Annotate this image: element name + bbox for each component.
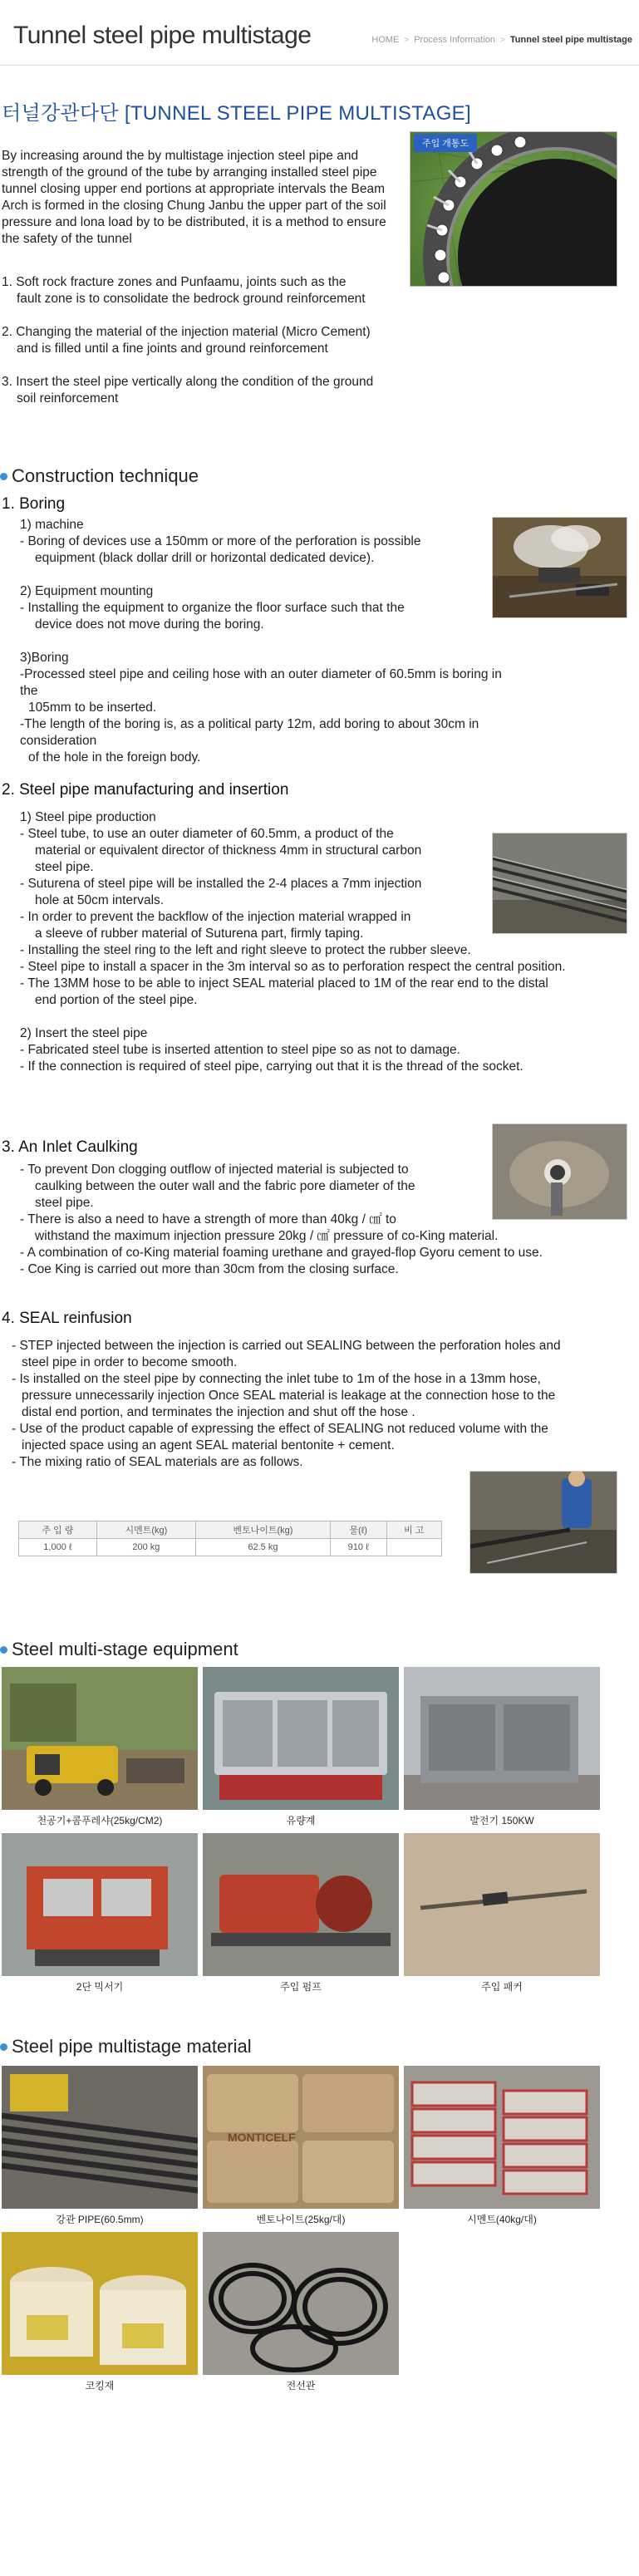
table-header-cell: 비 고 <box>386 1522 441 1539</box>
equipment-card <box>203 1667 399 1827</box>
material-caption: 코킹재 <box>85 2380 115 2392</box>
material-caption: 강관 PIPE(60.5mm) <box>56 2214 144 2225</box>
bullet-dot-icon <box>0 1646 7 1654</box>
injection-packer-image <box>404 1833 600 1976</box>
table-row <box>19 1539 442 1556</box>
drill-compressor-image <box>2 1667 198 1810</box>
bullet-dot-icon <box>0 473 7 480</box>
chevron-right-icon: > <box>404 35 410 45</box>
section-title-kr: 터널강관다단 [TUNNEL STEEL PIPE MULTISTAGE] <box>2 102 471 125</box>
equipment-card <box>404 1667 600 1827</box>
bentonite-bags-image <box>203 2066 399 2209</box>
table-header-row <box>19 1522 442 1539</box>
equipment-caption: 2단 믹서기 <box>76 1981 124 1993</box>
table-cell: 910 ℓ <box>330 1539 386 1556</box>
seal-mix-table <box>18 1521 442 1556</box>
table-cell: 200 kg <box>96 1539 195 1556</box>
caulking-material-image <box>2 2232 198 2375</box>
pipe-outlet-image <box>493 1124 627 1220</box>
equipment-caption: 천공기+콤푸레샤(25kg/CM2) <box>37 1815 163 1826</box>
steel-pipes-image <box>493 833 627 934</box>
material-card <box>203 2066 399 2226</box>
chevron-right-icon: > <box>500 35 505 45</box>
equipment-heading: Steel multi-stage equipment <box>0 1639 238 1660</box>
equipment-card <box>2 1667 198 1827</box>
tunnel-cross-section-illustration <box>410 132 617 287</box>
breadcrumb-home[interactable]: HOME <box>371 35 400 45</box>
steel-pipe-image <box>2 2066 198 2209</box>
equipment-card <box>203 1833 399 1993</box>
header-divider <box>0 65 639 66</box>
table-header-cell: 물(ℓ) <box>330 1522 386 1539</box>
seal-title: 4. SEAL reinfusion <box>2 1310 132 1327</box>
material-card <box>404 2066 600 2226</box>
table-cell <box>386 1539 441 1556</box>
table-header-cell: 벤토나이트(kg) <box>196 1522 331 1539</box>
breadcrumb <box>371 35 632 45</box>
intro-paragraph: By increasing around the by multistage injection steel pipe and strength of the ground of the tube by arranging installed steel pipe tunnel closing upper end portions at appropriate intervals the Beam Arch is formed in the closing Chung Janbu the upper part of the soil pressure and lona load by to be distributed, it is a method to ensure the safety of the tunnel <box>2 149 386 246</box>
manufacturing-text: 1) Steel pipe production - Steel tube, to use an outer diameter of 60.5mm, a product of the material or equivalent director of thickness 4mm in structural carbon steel pipe. - Suturena of steel pipe will be installed the 2-4 places a 7mm injection hole at 50cm intervals. - In order to prevent the backflow of the injection material wrapped in a sleeve of rubber material of Suturena part, firmly taping. - Installing the steel ring to the left and right sleeve to protect the rubber sleeve. - Steel pipe to install a spacer in the 3m interval so as to perforation respect the central position. - The 13MM hose to be able to inject SEAL material placed to 1M of the rear end to the distal end portion of the steel pipe. 2) Insert the steel pipe - Fabricated steel tube is inserted attention to steel pipe so as not to damage. - If the connection is required of steel pipe, carrying out that it is the thread of the socket. <box>20 810 566 1074</box>
seal-injection-worker-image <box>470 1472 617 1574</box>
injection-pump-image <box>203 1833 399 1976</box>
intro-list-item: 3. Insert the steel pipe vertically along the condition of the ground soil reinforcement <box>2 375 374 406</box>
intro-list-item: 2. Changing the material of the injection material (Micro Cement) and is filled until a fine joints and ground reinforcement <box>2 325 371 356</box>
manufacturing-title: 2. Steel pipe manufacturing and insertion <box>2 781 289 799</box>
table-header-cell: 주 입 량 <box>19 1522 97 1539</box>
material-caption: 시멘트(40kg/대) <box>467 2214 537 2225</box>
equipment-caption: 주입 패커 <box>481 1981 523 1993</box>
mixer-image <box>2 1833 198 1976</box>
cement-bags-image <box>404 2066 600 2209</box>
equipment-caption: 주입 펌프 <box>280 1981 322 1993</box>
seal-photo <box>469 1471 617 1574</box>
page-title: Tunnel steel pipe multistage <box>13 22 312 49</box>
intro-list-item: 1. Soft rock fracture zones and Punfaamu, joints such as the fault zone is to consolidate the bedrock ground reinforcement <box>2 275 366 306</box>
bag-label: MONTICELF <box>228 2131 296 2144</box>
construction-heading: Construction technique <box>0 465 199 487</box>
intro-list <box>2 274 434 424</box>
breadcrumb-current: Tunnel steel pipe multistage <box>509 35 632 45</box>
material-caption: 전선관 <box>286 2380 316 2392</box>
caulking-text: - To prevent Don clogging outflow of injected material is subjected to caulking between the outer wall and the fabric pore diameter of the steel pipe. - There is also a need to have a strength of more than 40kg / ㎠ to withstand the maximum injection pressure 20kg / ㎠ pressure of co-King material. - A combination of co-King material foaming urethane and grayed-flop Gyoru cement to use. - Coe King is carried out more than 30cm from the closing surface. <box>20 1163 543 1276</box>
equipment-card <box>2 1833 198 1993</box>
tunnel-injection-figure <box>410 131 617 287</box>
pipe-production-photo <box>492 833 627 934</box>
breadcrumb-process-info[interactable]: Process Information <box>414 35 496 45</box>
equipment-caption: 발전기 150KW <box>469 1815 534 1826</box>
caulking-title: 3. An Inlet Caulking <box>2 1138 138 1156</box>
flow-meter-image <box>203 1667 399 1810</box>
boring-photo <box>492 517 627 618</box>
generator-image <box>404 1667 600 1810</box>
material-heading: Steel pipe multistage material <box>0 2036 252 2057</box>
bullet-dot-icon <box>0 2043 7 2051</box>
material-card <box>2 2232 198 2392</box>
equipment-card <box>404 1833 600 1993</box>
page-header <box>0 0 639 66</box>
drill-rig-image <box>493 518 627 618</box>
seal-text: - STEP injected between the injection is carried out SEALING between the perforation holes and steel pipe in order to become smooth. - Is installed on the steel pipe by connecting the inlet tube to 1m of the hose in a 13mm hose, pressure unnecessarily injection Once SEAL material is leakage at the connection hose to the distal end portion, and terminates the injection and shut off the hose . - Use of the product capable of expressing the effect of SEALING not reduced volume with the injected space using an agent SEAL material bentonite + cement. - The mixing ratio of SEAL materials are as follows. <box>12 1339 561 1469</box>
boring-title: 1. Boring <box>2 495 66 513</box>
boring-text: 1) machine - Boring of devices use a 150mm or more of the perforation is possible equipment (black dollar drill or horizontal dedicated device). 2) Equipment mounting - Installing the equipment to organize the floor surface such that the device does not move during the boring. 3)Boring -Processed steel pipe and ceiling hose with an outer diameter of 60.5mm is boring in the 105mm to be inserted. -The length of the boring is, as a political party 12m, add boring to about 30cm in consideration of the hole in the foreign body. <box>20 518 502 764</box>
conduit-coils-image <box>203 2232 399 2375</box>
table-cell: 1,000 ℓ <box>19 1539 97 1556</box>
figure-badge: 주입 개통도 <box>414 134 477 152</box>
table-cell: 62.5 kg <box>196 1539 331 1556</box>
material-card <box>2 2066 198 2226</box>
table-header-cell: 시멘트(kg) <box>96 1522 195 1539</box>
material-caption: 벤토나이트(25kg/대) <box>256 2214 346 2225</box>
material-card <box>203 2232 399 2392</box>
caulking-photo <box>492 1123 627 1220</box>
equipment-caption: 유량계 <box>286 1815 316 1826</box>
